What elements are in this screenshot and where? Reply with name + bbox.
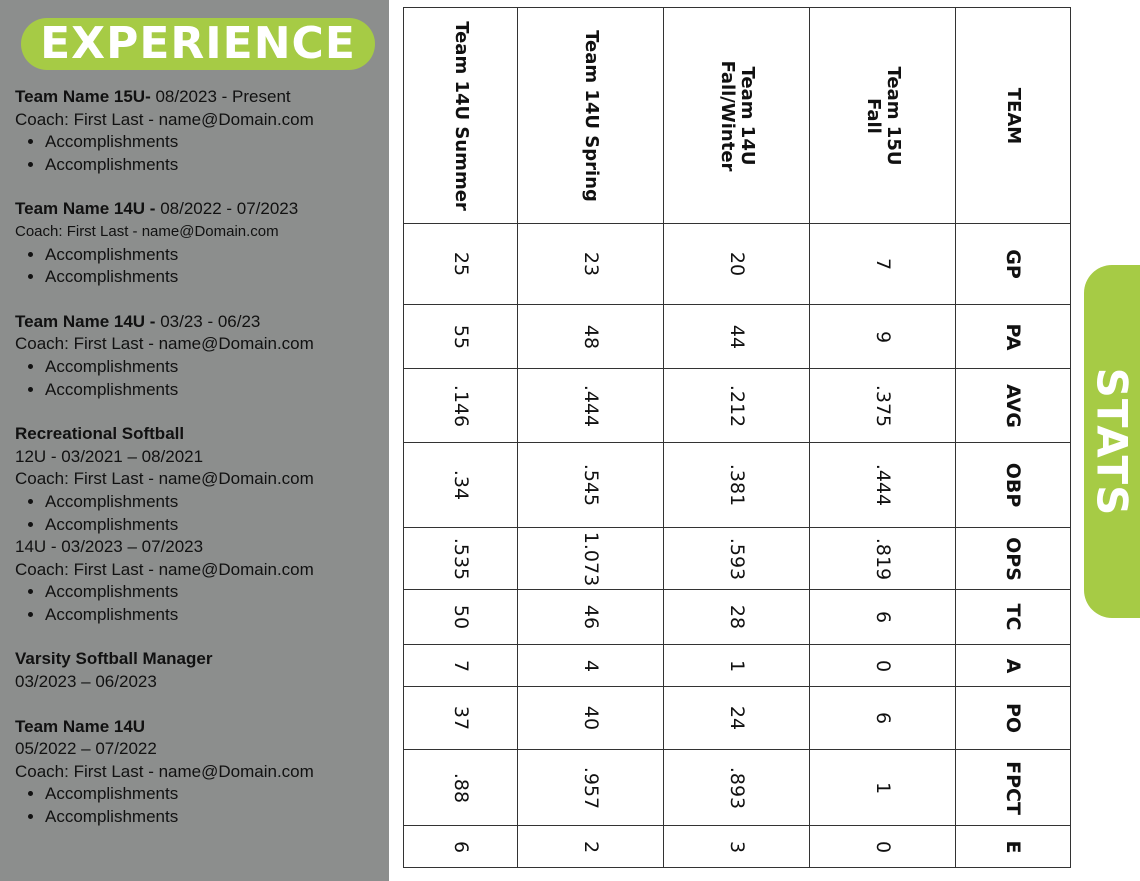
stat-name-cell [956, 687, 1071, 750]
stat-value-cell [664, 750, 810, 826]
stat-value-cell [518, 528, 664, 590]
coach-line: Coach: First Last - name@Domain.com [15, 334, 314, 354]
coach-line: Coach: First Last - name@Domain.com [15, 761, 314, 781]
team-header-line: Team 14U Summer [450, 20, 472, 211]
team-header-cell [518, 8, 664, 224]
team-name: Team Name 15U- [15, 87, 151, 106]
section-heading: Varsity Softball Manager [15, 649, 213, 669]
stat-name-cell [956, 224, 1071, 305]
stat-value: 37 [449, 705, 472, 731]
stat-value-cell [810, 645, 956, 687]
stat-row [404, 443, 1071, 528]
stat-value: 7 [871, 257, 894, 271]
stat-value: .444 [579, 384, 602, 427]
stat-value: 7 [449, 659, 472, 672]
stat-value: .545 [579, 463, 602, 507]
stat-name: OBP [1002, 462, 1024, 508]
coach-line: Coach: First Last - name@Domain.com [15, 469, 314, 489]
stat-value-cell [404, 443, 518, 528]
stat-value-cell [518, 369, 664, 443]
stat-value-cell [664, 224, 810, 305]
stat-row [404, 224, 1071, 305]
stat-value-cell [810, 224, 956, 305]
stat-value: 44 [725, 324, 748, 349]
coach-line: Coach: First Last - name@Domain.com [15, 222, 279, 240]
stat-value-cell [810, 369, 956, 443]
stat-value-cell [664, 645, 810, 687]
stat-name-cell [956, 369, 1071, 443]
stat-value: .375 [871, 384, 894, 427]
accomplishments-list [15, 581, 385, 626]
stat-value: 6 [871, 711, 894, 725]
team-header-line: Fall/Winter [716, 60, 738, 171]
section-heading: Recreational Softball [15, 424, 185, 444]
stat-value-cell [404, 369, 518, 443]
stat-value: 4 [579, 659, 602, 672]
accomplishment-item: • Accomplishments [45, 514, 385, 537]
stat-value: 23 [579, 251, 602, 277]
stat-value-cell [518, 305, 664, 369]
stat-value: 6 [449, 840, 472, 853]
stat-value-cell [404, 224, 518, 305]
stat-value: 25 [449, 251, 472, 277]
stat-value-cell [518, 750, 664, 826]
stat-name: PA [1002, 323, 1024, 350]
stat-value-cell [404, 687, 518, 750]
stat-value: .212 [725, 384, 748, 427]
team-name: Team Name 14U - [15, 199, 156, 219]
stat-value: 9 [871, 330, 894, 343]
stat-value: .535 [449, 537, 472, 580]
stat-value: 6 [871, 610, 894, 624]
stat-value: .893 [725, 766, 748, 809]
stat-value-cell [664, 305, 810, 369]
stat-value: 0 [871, 659, 894, 672]
stat-value-cell [404, 590, 518, 645]
stat-value: 1 [725, 659, 748, 672]
team-column-header: TEAM [1003, 87, 1024, 144]
experience-entry [15, 311, 385, 401]
stat-value-cell [404, 645, 518, 687]
stat-name-cell [956, 305, 1071, 369]
stats-title-tab [1084, 265, 1140, 618]
team-header-label [581, 30, 601, 202]
accomplishment-item: • Accomplishments [45, 604, 385, 627]
recreational-section [15, 423, 385, 626]
stat-value-cell [404, 528, 518, 590]
stat-row [404, 369, 1071, 443]
stat-value-cell [404, 826, 518, 868]
stat-value: 20 [725, 251, 748, 277]
stat-value-cell [518, 224, 664, 305]
stat-value-cell [404, 305, 518, 369]
stat-value-cell [664, 687, 810, 750]
team-header-cell [810, 8, 956, 224]
team-header-line: Team 15U [882, 66, 904, 165]
stat-name: OPS [1002, 536, 1024, 581]
accomplishment-item: • Accomplishments [45, 131, 385, 154]
stat-value-cell [810, 528, 956, 590]
stat-name: TC [1002, 603, 1024, 631]
stat-value: .34 [449, 469, 472, 501]
experience-entry [15, 86, 385, 176]
stat-value: .593 [725, 537, 748, 580]
stat-value: .381 [725, 463, 748, 507]
stat-value: 1 [871, 781, 894, 794]
stat-value-cell [810, 443, 956, 528]
stat-value-cell [518, 443, 664, 528]
team-header-line: Fall [862, 97, 884, 134]
stat-value: .88 [449, 772, 472, 803]
stat-value: 1.073 [579, 531, 602, 586]
accomplishments-list [15, 783, 385, 828]
stat-value-cell [664, 528, 810, 590]
stat-value-cell [810, 305, 956, 369]
stat-value-cell [810, 687, 956, 750]
stat-value: .444 [871, 463, 894, 507]
stat-name-cell [956, 750, 1071, 826]
stat-value-cell [810, 826, 956, 868]
team-header-label [863, 66, 903, 165]
experience-entry [15, 716, 385, 829]
stat-name-cell [956, 590, 1071, 645]
stat-name: GP [1002, 249, 1024, 279]
stat-name: A [1002, 658, 1024, 673]
team-dates: 08/2022 - 07/2023 [155, 199, 299, 219]
accomplishments-list [15, 491, 385, 536]
team-column-header-cell [956, 8, 1071, 224]
stat-name-cell [956, 645, 1071, 687]
stat-value: 46 [579, 604, 602, 630]
team-dates: 08/2023 - Present [150, 87, 291, 106]
accomplishment-item: • Accomplishments [45, 806, 385, 829]
stat-value: .146 [449, 384, 472, 427]
stat-value: 0 [871, 840, 894, 853]
team-header-line: Team 14U Spring [580, 29, 602, 202]
entry-dates: 03/2023 – 06/2023 [15, 672, 157, 692]
stat-value-cell [664, 443, 810, 528]
accomplishment-item: • Accomplishments [45, 154, 385, 177]
stat-row [404, 528, 1071, 590]
stat-value-cell [404, 750, 518, 826]
stat-name-cell [956, 826, 1071, 868]
stat-name: E [1002, 840, 1024, 853]
stat-row [404, 687, 1071, 750]
accomplishments-list [15, 131, 385, 176]
accomplishment-item: • Accomplishments [45, 491, 385, 514]
experience-list [15, 86, 385, 851]
accomplishment-item: • Accomplishments [45, 266, 385, 289]
experience-title: EXPERIENCE [21, 18, 375, 70]
stat-value: .819 [871, 537, 894, 580]
accomplishment-item: • Accomplishments [45, 356, 385, 379]
accomplishments-list [15, 244, 385, 289]
stat-value-cell [518, 590, 664, 645]
stats-table [403, 7, 1070, 867]
stat-value-cell [664, 369, 810, 443]
stat-value: 55 [449, 324, 472, 349]
team-name: Team Name 14U [15, 716, 146, 736]
stat-row [404, 750, 1071, 826]
entry-dates: 12U - 03/2021 – 08/2021 [15, 446, 204, 466]
stat-name: FPCT [1002, 760, 1024, 815]
stat-row [404, 645, 1071, 687]
team-header-label [717, 60, 757, 171]
team-dates: 03/23 - 06/23 [155, 311, 261, 331]
stat-value-cell [664, 590, 810, 645]
stat-value: 3 [725, 840, 748, 853]
stat-row [404, 305, 1071, 369]
accomplishments-list [15, 356, 385, 401]
stat-value: 24 [725, 705, 748, 731]
accomplishment-item: • Accomplishments [45, 244, 385, 267]
stat-name: PO [1002, 702, 1024, 734]
stats-header-row [404, 8, 1071, 224]
varsity-section [15, 648, 385, 693]
stat-value-cell [664, 826, 810, 868]
stat-value: 50 [449, 604, 472, 630]
entry-dates: 05/2022 – 07/2022 [15, 739, 157, 759]
entry-dates: 14U - 03/2023 – 07/2023 [15, 537, 204, 557]
stat-name: AVG [1002, 383, 1024, 428]
stat-value: 40 [579, 705, 602, 731]
stat-value-cell [518, 826, 664, 868]
stat-name-cell [956, 528, 1071, 590]
team-header-label [451, 21, 471, 211]
team-header-line: Team 14U [736, 66, 758, 165]
stat-value-cell [518, 687, 664, 750]
stat-value-cell [518, 645, 664, 687]
team-header-cell [404, 8, 518, 224]
experience-panel [0, 0, 389, 881]
stat-name-cell [956, 443, 1071, 528]
team-header-cell [664, 8, 810, 224]
stat-value: .957 [579, 766, 602, 809]
stat-value: 48 [579, 324, 602, 349]
accomplishment-item: • Accomplishments [45, 581, 385, 604]
accomplishment-item: • Accomplishments [45, 783, 385, 806]
stat-row [404, 590, 1071, 645]
stats-title: STATS [1087, 367, 1137, 516]
stats-grid [403, 7, 1071, 868]
coach-line: Coach: First Last - name@Domain.com [15, 109, 314, 129]
stat-value: 28 [725, 604, 748, 630]
accomplishment-item: • Accomplishments [45, 379, 385, 402]
coach-line: Coach: First Last - name@Domain.com [15, 559, 314, 579]
stat-value: 2 [579, 840, 602, 853]
stat-row [404, 826, 1071, 868]
experience-entry [15, 198, 385, 288]
team-name: Team Name 14U - [15, 311, 156, 331]
stat-value-cell [810, 590, 956, 645]
stat-value-cell [810, 750, 956, 826]
